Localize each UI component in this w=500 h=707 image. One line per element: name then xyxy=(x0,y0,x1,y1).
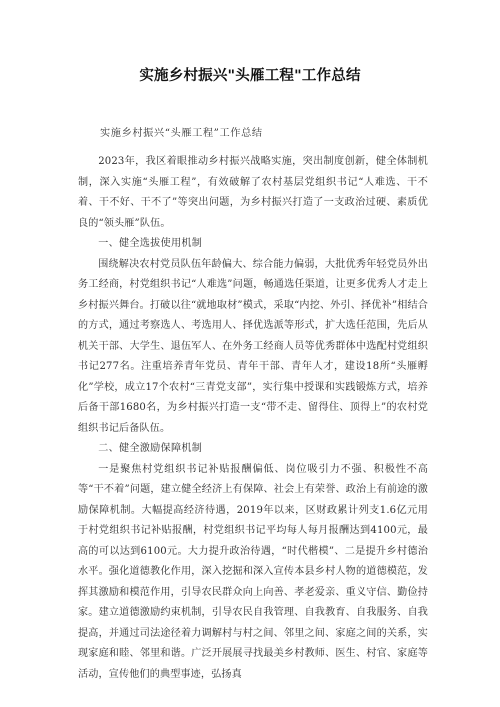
document-subtitle: 实施乡村振兴“头雁工程”工作总结 xyxy=(100,128,263,139)
section-heading-2: 二、健全激励保障机制 xyxy=(98,443,203,454)
section-heading-1: 一、健全选拔使用机制 xyxy=(98,238,203,249)
document-title: 实施乡村振兴"头雁工程"工作总结 xyxy=(139,68,361,84)
section-2-paragraph: 一是聚焦村党组织书记补贴报酬偏低、岗位吸引力不强、积极性不高等“干不着”问题，建立健全经济上有保障、社会上有荣誉、政治上有前途的激励保障机制。大幅提高经济待遇，2019年以来，区财政累计列支1.6亿元用于村党组织书记补贴报酬，村党组织书记平均每人每月报酬达到4100元，最高的可以达到6100元。大力提升政治待遇，“时代楷模”、二是提升乡村德治水平。强化道德教化作用，深入挖掘和深入宣传本县乡村人物的道德模范，发挥其激励和模范作用，引导农民群众向上向善、孝老爱亲、重义守信、勤俭持家。建立道德激励约束机制，引导农民自我管理、自我教育、自我服务、自我提高，并通过司法途径着力调解村与村之间、邻里之间、家庭之间的关系，实现家庭和睦、邻里和谐。广泛开展展寻找最美乡村教师、医生、村官、家庭等活动，宣传他们的典型事迹，弘扬真 xyxy=(78,463,428,680)
intro-paragraph: 2023年，我区着眼推动乡村振兴战略实施，突出制度创新，健全体制机制，深入实施“头雁工程”，有效破解了农村基层党组织书记“人难选、干不着、干不好、干不了”等突出问题，为乡村振兴打造了一支政治过硬、素质优良的“领头雁”队伍。 xyxy=(78,156,428,229)
section-1-paragraph: 围绕解决农村党员队伍年龄偏大、综合能力偏弱，大批优秀年轻党员外出务工经商，村党组织书记“人难选”问题，畅通选任渠道，让更多优秀人才走上乡村振兴舞台。打破以往“就地取材”模式，采取“内挖、外引、择优补”相结合的方式，通过考察选人、考选用人、择优选派等形式，扩大选任范围，先后从机关干部、大学生、退伍军人、在外务工经商人员等优秀群体中选配村党组织书记277名。注重培养青年党员、青年干部、青年人才，建设18所“头雁孵化”学校，成立17个农村“三青党支部”，实行集中授课和实践锻炼方式，培养后备干部1680名，为乡村振兴打造一支“带不走、留得住、顶得上”的农村党组织书记后备队伍。 xyxy=(78,258,428,434)
document-body xyxy=(78,152,428,685)
